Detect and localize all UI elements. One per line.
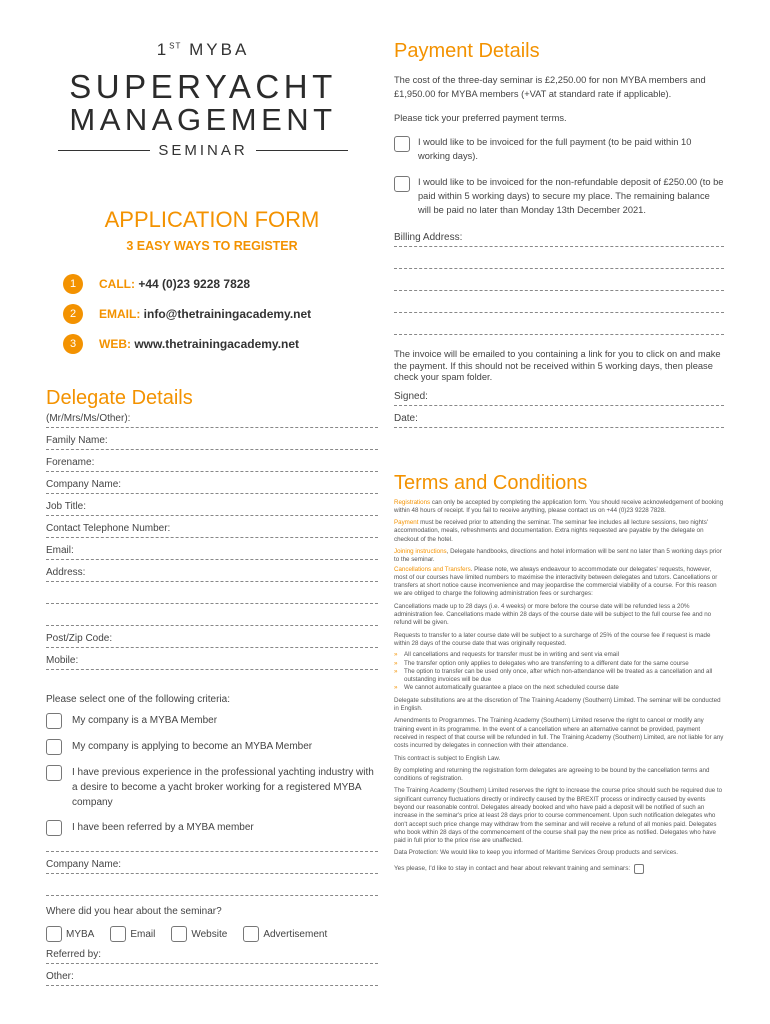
criteria-option[interactable]: My company is applying to become an MYBA Member [46, 739, 378, 755]
divider [58, 150, 150, 151]
right-column [394, 40, 724, 874]
address-line[interactable] [46, 582, 378, 604]
list-item: » All cancellations and requests for transfer must be in writing and sent via email [394, 651, 619, 659]
company-name-field-2[interactable]: Company Name: [46, 852, 378, 874]
billing-line[interactable] [394, 269, 724, 291]
hear-option-advertisement[interactable]: Advertisement [243, 926, 327, 942]
family-name-field[interactable]: Family Name: [46, 428, 378, 450]
delegate-title: Delegate Details [46, 387, 193, 409]
criteria-title: Please select one of the following criteria: [46, 694, 230, 705]
blank-line[interactable] [46, 874, 378, 896]
billing-address-field[interactable]: Billing Address: [394, 225, 724, 247]
terms-agreement: By completing and returning the registration form delegates are agreeing to be bound by the cancellation terms and conditions of registration. [394, 766, 710, 783]
hear-option-email[interactable]: Email [110, 926, 155, 942]
optin-row[interactable]: Yes please, I'd like to stay in contact and hear about relevant training and seminars: [394, 864, 724, 874]
arrow-icon: » [394, 684, 398, 692]
terms-refunds: Cancellations made up to 28 days (i.e. 4 weeks) or more before the course date will be refunded less a 20% administration fee. Cancellations made within 28 days of the course date will be subject to the full course fee and no refund will be given. [394, 602, 712, 627]
checkbox[interactable] [46, 765, 62, 781]
signed-field[interactable]: Signed: [394, 384, 724, 406]
terms-substitutions: Delegate substitutions are at the discretion of The Training Academy (Southern) Limited. The seminar will be conducted in English. [394, 696, 721, 713]
terms-joining: Joining instructions, Delegate handbooks, directions and hotel information will be sent no later than 5 working days prior to the seminar. [394, 547, 722, 564]
job-title-field[interactable]: Job Title: [46, 494, 378, 516]
hear-option-myba[interactable]: MYBA [46, 926, 94, 942]
register-email: 2 EMAIL: info@thetrainingacademy.net [46, 299, 378, 329]
phone-field[interactable]: Contact Telephone Number: [46, 516, 378, 538]
date-field[interactable]: Date: [394, 406, 724, 428]
logo-line2: MANAGEMENT [69, 102, 337, 137]
hear-option-website[interactable]: Website [171, 926, 227, 942]
register-ways [46, 269, 378, 359]
billing-line[interactable] [394, 247, 724, 269]
criteria-option[interactable]: I have previous experience in the professional yachting industry with a desire to become a yacht broker working for a registered MYBA company [46, 765, 378, 810]
checkbox[interactable] [46, 713, 62, 729]
seminar-logo [58, 40, 348, 159]
referred-by-field[interactable]: Referred by: [46, 942, 378, 964]
step-number: 3 [63, 334, 83, 354]
payment-option-deposit[interactable]: I would like to be invoiced for the non-refundable deposit of £250.00 (to be paid within 5 working days) to secure my place. The remaining balance will be paid no later than Monday 13th December 2021. [394, 175, 724, 217]
postcode-field[interactable]: Post/Zip Code: [46, 626, 378, 648]
checkbox[interactable] [46, 926, 62, 942]
forename-field[interactable]: Forename: [46, 450, 378, 472]
checkbox[interactable] [46, 820, 62, 836]
invoice-note: The invoice will be emailed to you containing a link for you to click on and make the payment. If this should not be received within 5 working days, then please check your spam folder. [394, 349, 721, 382]
terms-price: The Training Academy (Southern) Limited reserves the right to increase the course price should such be required due to significant currency fluctuations directly or indirectly caused by the BREXIT process or indirectly caused by events beyond our reasonable control. Delegates already booked and who have paid a deposit will be notified of such an increase in the seminar's price at least 28 days prior to course commencement. Upon such notification delegates who don't accept such price change may withdraw from the seminar and will receive a refund of all monies paid. Delegates who book within 28 days of the commencement of the course shall pay the new price as notified. Delegates who have paid in full prior to the price rise are unaffected. [394, 787, 723, 845]
email-field[interactable]: Email: [46, 538, 378, 560]
web-link[interactable]: www.thetrainingacademy.net [134, 337, 300, 351]
terms-law: This contract is subject to English Law. [394, 754, 501, 762]
arrow-icon: » [394, 667, 398, 675]
terms-bullets [394, 651, 724, 692]
email-link[interactable]: info@thetrainingacademy.net [143, 307, 312, 321]
list-item: » We cannot automatically guarantee a place on the next scheduled course date [394, 684, 619, 692]
application-title: APPLICATION FORM [104, 207, 320, 232]
terms-registrations: Registrations can only be accepted by completing the application form. You should receive acknowledgement of booking within 48 hours of receipt. If you fail to receive anything, please contact us on +44 (0)23 9228 7828. [394, 498, 724, 514]
company-name-field[interactable]: Company Name: [46, 472, 378, 494]
mobile-field[interactable]: Mobile: [46, 648, 378, 670]
payment-tick: Please tick your preferred payment terms. [394, 113, 567, 123]
title-field[interactable]: (Mr/Mrs/Ms/Other): [46, 410, 378, 428]
application-subtitle: 3 EASY WAYS TO REGISTER [126, 239, 298, 253]
checkbox[interactable] [394, 136, 410, 152]
terms-amendments: Amendments to Programmes. The Training Academy (Southern) Limited reserve the right to cancel or modify any training event in its programme. In the event of a cancellation where an alternative cannot be provided, payment received in respect of that course will be refunded in full. The Training Academy (Southern) Limited, are not liable for any costs incurred by delegates in connection with their attendance. [394, 717, 724, 750]
hear-title: Where did you hear about the seminar? [46, 906, 222, 917]
logo-line3: SEMINAR [58, 142, 348, 159]
billing-line[interactable] [394, 291, 724, 313]
step-number: 2 [63, 304, 83, 324]
register-call: 1 CALL: +44 (0)23 9228 7828 [46, 269, 378, 299]
checkbox[interactable] [110, 926, 126, 942]
checkbox[interactable] [171, 926, 187, 942]
checkbox[interactable] [46, 739, 62, 755]
payment-title: Payment Details [394, 40, 540, 62]
edition-label: 1ST MYBA [156, 40, 250, 59]
logo-line1: SUPERYACHT [69, 68, 337, 105]
hear-options [46, 926, 378, 942]
terms-data-protection: Data Protection: We would like to keep you informed of Maritime Services Group products and services. [394, 849, 678, 857]
payment-option-full[interactable]: I would like to be invoiced for the full payment (to be paid within 10 working days). [394, 135, 724, 163]
payment-cost: The cost of the three-day seminar is £2,250.00 for non MYBA members and £1,950.00 for MYBA members (+VAT at standard rate if applicable). [394, 75, 706, 99]
arrow-icon: » [394, 651, 398, 659]
list-item: » The option to transfer can be used only once, after which non-attendance will be treated as a cancellation and all outstanding invoices will be due [394, 667, 713, 684]
checkbox[interactable] [243, 926, 259, 942]
terms-title: Terms and Conditions [394, 471, 588, 494]
address-field[interactable]: Address: [46, 560, 378, 582]
divider [256, 150, 348, 151]
left-column [46, 40, 378, 986]
register-web: 3 WEB: www.thetrainingacademy.net [46, 329, 378, 359]
terms-payment: Payment must be received prior to attending the seminar. The seminar fee includes all lecture sessions, two nights' accommodation, meals, refreshments and documentation. Extra nights requested are payable by the delegate on checkout of the hotel. [394, 519, 709, 543]
billing-line[interactable] [394, 313, 724, 335]
other-field[interactable]: Other: [46, 964, 378, 986]
arrow-icon: » [394, 659, 398, 667]
phone-number[interactable]: +44 (0)23 9228 7828 [138, 277, 251, 291]
terms-transfers: Requests to transfer to a later course date will be subject to a surcharge of 25% of the course fee if request is made within 28 days of the course date that was originally requested. [394, 631, 711, 647]
address-line[interactable] [46, 604, 378, 626]
list-item: » The transfer option only applies to delegates who are transferring to a different date for the same course [394, 659, 689, 667]
optin-checkbox[interactable] [634, 864, 644, 874]
divider-line [46, 836, 378, 852]
checkbox[interactable] [394, 176, 410, 192]
criteria-option[interactable]: I have been referred by a MYBA member [46, 820, 378, 836]
terms-cancellations: Cancellations and Transfers. Please note, we always endeavour to accommodate our delegates' requests, however, most of our courses have limited numbers to maximise the interactivity between delegates and tutors. Cancellations or transfers at short notice cause inconvenience and may jeopardise the commercial viability of a course. For this reason we are obliged to charge the following administration fees or surcharges: [394, 565, 718, 598]
criteria-option[interactable]: My company is a MYBA Member [46, 713, 378, 729]
step-number: 1 [63, 274, 83, 294]
